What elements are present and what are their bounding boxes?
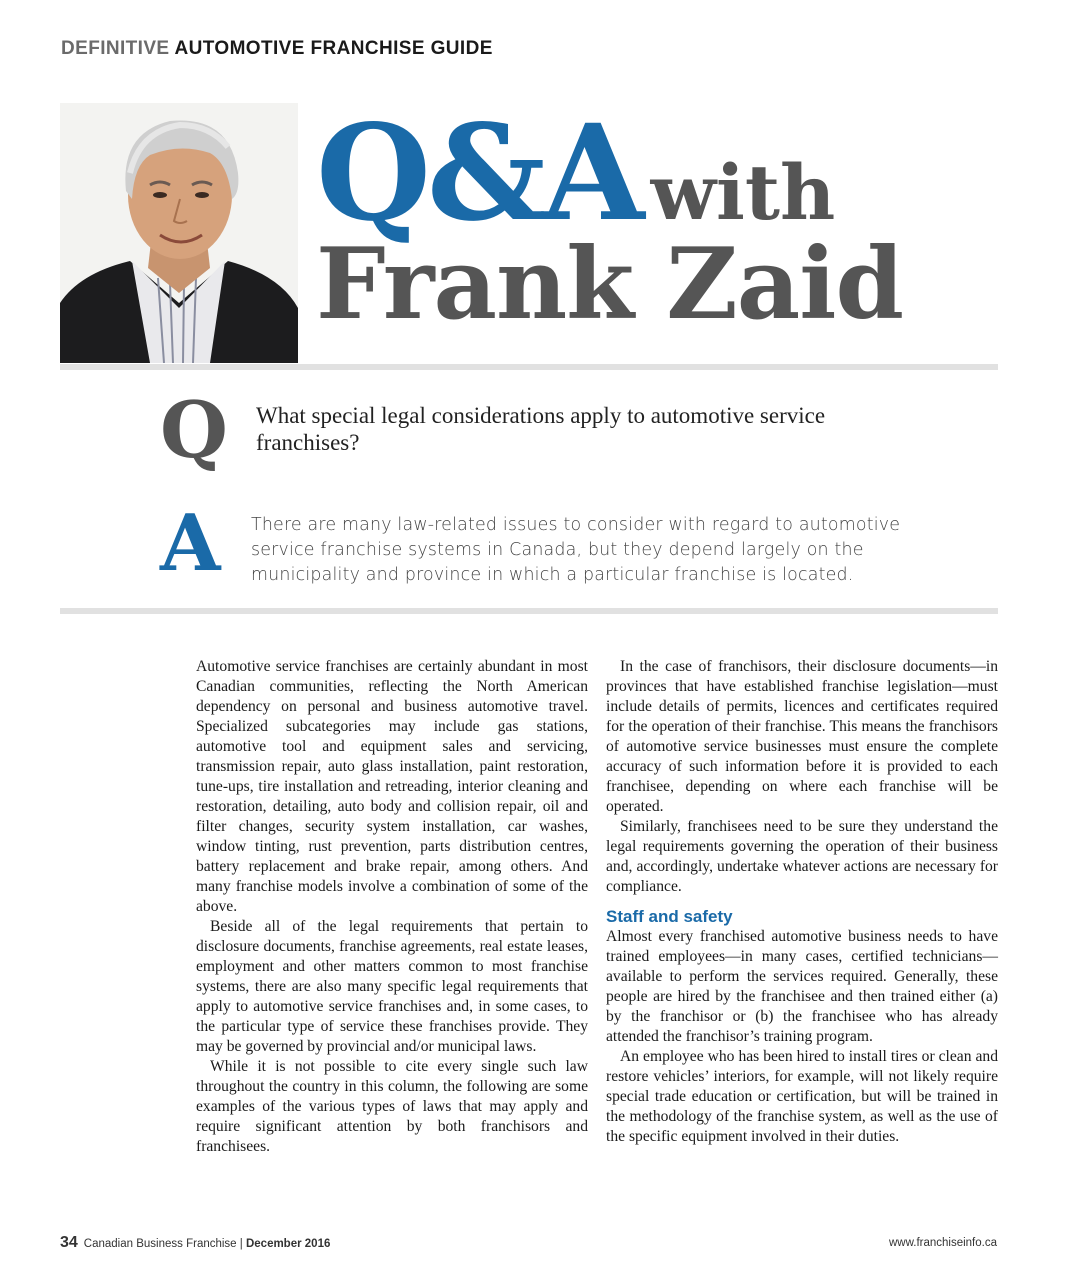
body-paragraph: Automotive service franchises are certainly abundant in most Canadian communities, reflecting the North American dependency on personal and business automotive travel. Specialized subcategories may include gas stations, automotive tool and equipment sales and servicing, transmission repair, auto glass installation, paint restoration, tune-ups, tire installation and retreading, interior cleaning and restoration, detailing, auto body and collision repair, oil and filter changes, security system installation, car washes, window tinting, rust prevention, parts distribution centres, battery replacement and brake repair, among others. And many franchise models involve a combination of some of the above. <box>196 658 588 915</box>
portrait-photo <box>60 103 298 363</box>
portrait-illustration <box>60 103 298 363</box>
website-link[interactable]: www.franchiseinfo.ca <box>888 1237 997 1249</box>
answer-text: There are many law-related issues to consider with regard to automotive service franchise systems in Canada, but they depend largely on the municipality and province in which a particular franchise is located. <box>251 515 901 585</box>
body-paragraph: In the case of franchisors, their disclosure documents—in provinces that have established franchise legislation—must include details of permits, licences and certificates required for the operation of their franchise. This means the franchisors of automotive service businesses must ensure the complete accuracy of such information before it is provided to each franchisee, depending on where each franchise will be operated. <box>606 658 998 815</box>
kicker-bold: AUTOMOTIVE FRANCHISE GUIDE <box>174 38 493 59</box>
title-name: Frank Zaid <box>316 227 904 342</box>
article-title <box>316 96 1016 342</box>
section-kicker <box>61 38 493 60</box>
magazine-name: Canadian Business Franchise | <box>83 1238 246 1250</box>
body-column-right <box>606 657 998 1147</box>
question-text: What special legal considerations apply to automotive service franchises? <box>256 403 826 455</box>
body-paragraph: An employee who has been hired to install tires or clean and restore vehicles’ interiors, for example, will not likely require special trade education or certification, but will be trained in the methodology of the franchise system, as well as the use of the specific equipment involved in their duties. <box>606 1048 998 1145</box>
body-paragraph: Almost every franchised automotive business needs to have trained employees—in many cases, certified technicians—available to perform the services required. Generally, these people are hired by the franchisee and then trained either (a) by the franchisor or (b) the franchisee who has already attended the franchisor’s training program. <box>606 928 998 1045</box>
body-paragraph: Beside all of the legal requirements that pertain to disclosure documents, franchise agreements, real estate leases, employment and other matters common to most franchise systems, there are also many specific legal requirements that apply to automotive service franchises and, in some cases, to the particular type of service these franchises provide. They may be governed by provincial and/or municipal laws. <box>196 918 588 1055</box>
section-heading: Staff and safety <box>606 907 733 926</box>
divider-top <box>60 364 998 370</box>
page-number: 34 <box>60 1234 78 1251</box>
divider-bottom <box>60 608 998 614</box>
page-footer <box>60 1234 997 1252</box>
body-column-left <box>196 657 588 1157</box>
body-paragraph: While it is not possible to cite every single such law throughout the country in this column, the following are some examples of the various types of laws that may apply and require significant attention by both franchisors and franchisees. <box>196 1058 588 1155</box>
a-letter: A <box>160 498 221 589</box>
title-qa: Q&A <box>316 96 641 251</box>
kicker-light: DEFINITIVE <box>61 38 170 59</box>
q-letter: Q <box>160 385 228 476</box>
body-paragraph: Similarly, franchisees need to be sure they understand the legal requirements governing the operation of their business and, accordingly, undertake whatever actions are necessary for compliance. <box>606 818 998 895</box>
issue-date: December 2016 <box>245 1238 331 1250</box>
title-with: with <box>650 148 836 237</box>
